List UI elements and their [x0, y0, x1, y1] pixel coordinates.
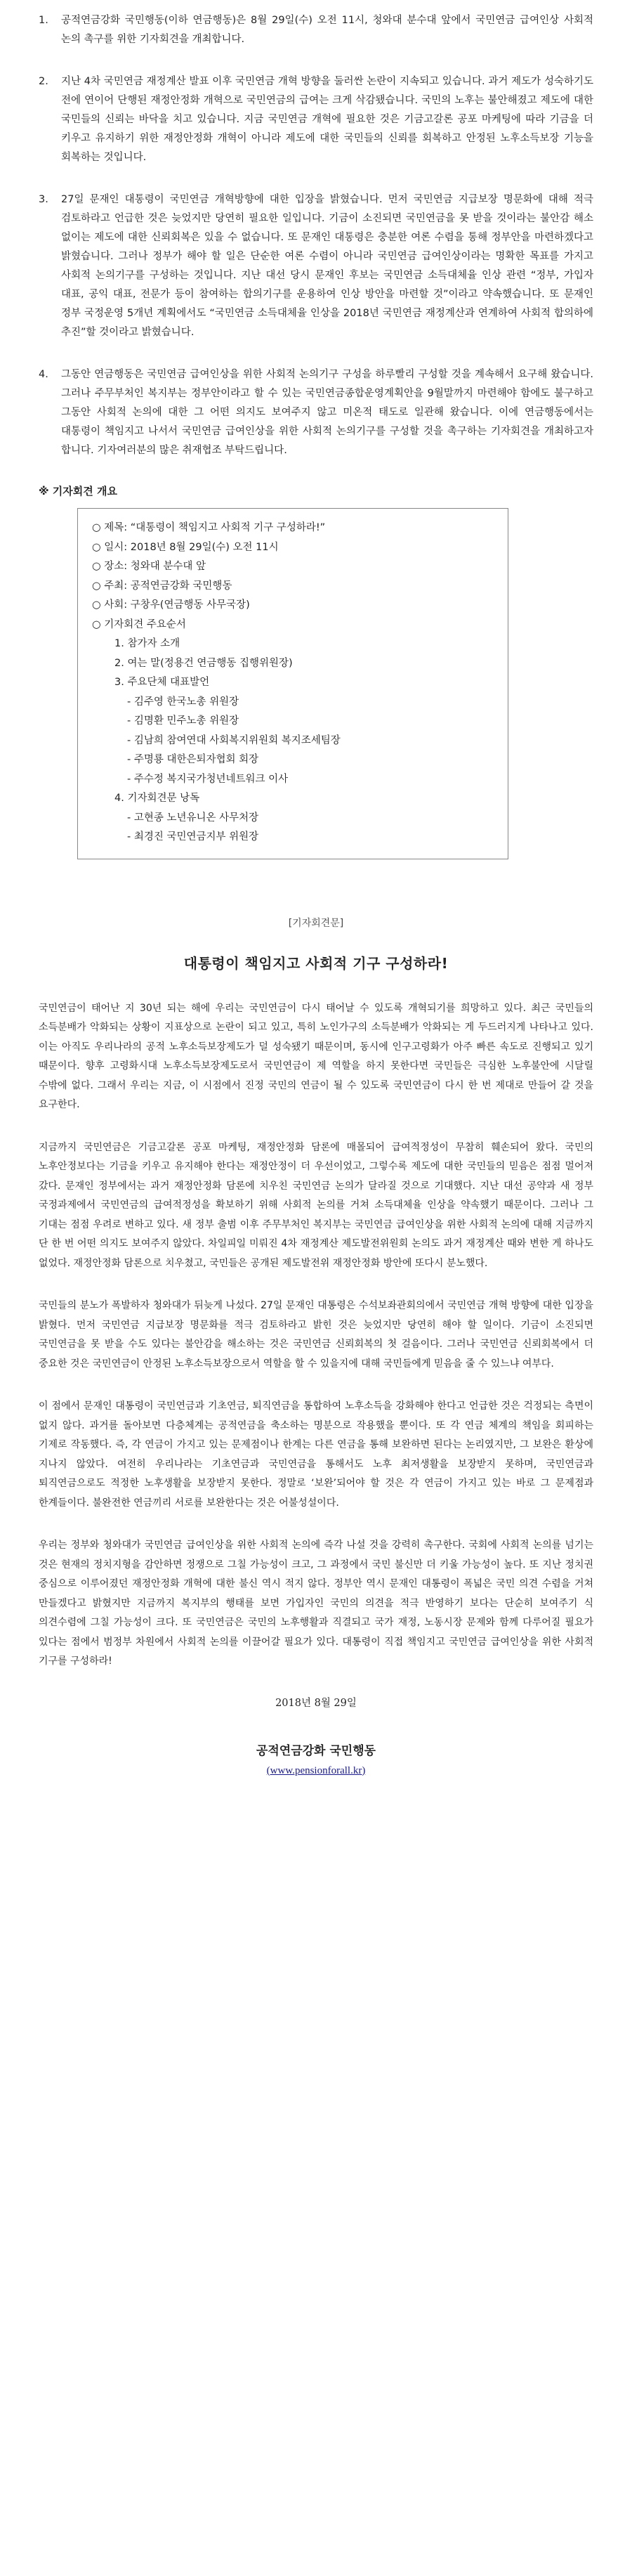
statement-date: 2018년 8월 29일: [275, 1697, 357, 1709]
overview-title-line: ○ 제목: “대통령이 책임지고 사회적 기구 구성하라!”: [92, 522, 326, 533]
press-notice-item: [39, 11, 593, 49]
statement-paragraph: 우리는 정부와 청와대가 국민연금 급여인상을 위한 사회적 논의에 즉각 나설 것을 강력히 촉구한다. 국회에 사회적 논의를 넘기는 것은 현재의 정치지형을 감안하면 정쟁으로 그칠 가능성이 크고, 그 과정에서 국민 불신만 더 키울 가능성이 높다. 또 지난 정치권 중심으로 이루어졌던 재정안정화 개혁에 대한 불신 역시 적지 않다. 정부안 역시 문재인 대통령이 폭넓은 국민 의견 수렴을 거쳐 만들겠다고 밝혔지만 지금까지 복지부의 행태를 보면 가입자인 국민의 의견을 적극 반영하기 보다는 단순히 보여주기 식 의견수렴에 그칠 가능성이 크다. 또 국민연금은 국민의 노후행활과 직결되고 국가 재정, 노동시장 문제와 함께 다루어질 필요가 있다는 점에서 범정부 차원에서 사회적 논의를 이끌어갈 필요가 있다. 대통령이 직접 책임지고 국민연금 급여인상을 위한 사회적 기구를 구성하라!: [39, 1540, 593, 1667]
organization-url-line: [39, 1765, 593, 1777]
item-text: 공적연금강화 국민행동(이하 연금행동)은 8월 29일(수) 오전 11시, 청와대 분수대 앞에서 국민연금 급여인상 사회적 논의 촉구를 위한 기자회견을 개최합니다.: [61, 15, 593, 45]
item-number: 2.: [39, 76, 48, 87]
item-number: 4.: [39, 369, 48, 380]
program-step: 2. 여는 말(정용건 연금행동 집행위원장): [114, 657, 293, 669]
program-step: 4. 기자회견문 낭독: [114, 793, 200, 804]
item-number: 3.: [39, 194, 48, 205]
program-speaker: - 고현종 노년유니온 사무처장: [127, 812, 259, 824]
item-text: 27일 문재인 대통령이 국민연금 개혁방향에 대한 입장을 밝혔습니다. 먼저 국민연금 지급보장 명문화에 대해 적극 검토하라고 언급한 것은 늦었지만 당연히 필요한 일입니다. 기금이 소진되면 국민연금을 못 받을 것이라는 불안감 해소 없이는 제도에 대한 신뢰회복은 있을 수 없습니다. 또 문재인 대통령은 충분한 여론 수렴을 통해 정부안을 마련하겠다고 밝혔습니다. 그러나 정부가 해야 할 일은 단순한 여론 수렴이 아니라 국민연금 급여인상이라는 명확한 목표를 가지고 사회적 논의기구를 구성하는 것입니다. 지난 대선 당시 문재인 후보는 국민연금 소득대체율 인상 관련 “정부, 가입자 대표, 공익 대표, 전문가 등이 참여하는 합의기구를 운용하여 인상 방안을 마련할 것”이라고 약속했습니다. 또 문재인 정부 국정운영 5개년 계획에서도 “국민연금 소득대체율 인상을 2018년 국민연금 재정계산과 연계하여 사회적 합의하에 추진”할 것이라고 밝혔습니다.: [61, 194, 593, 338]
program-speaker: - 김주영 한국노총 위원장: [127, 696, 239, 708]
press-notice-item: [39, 72, 593, 167]
program-speaker: - 주명룡 대한은퇴자협회 회장: [127, 754, 259, 765]
overview-date-line: ○ 일시: 2018년 8월 29일(수) 오전 11시: [92, 541, 279, 553]
overview-host-line: ○ 주최: 공적연금강화 국민행동: [92, 580, 232, 592]
press-notice-item: [39, 190, 593, 342]
statement-paragraph: 국민들의 분노가 폭발하자 청와대가 뒤늦게 나섰다. 27일 문재인 대통령은 수석보좌관회의에서 국민연금 개혁 방향에 대한 입장을 밝혔다. 먼저 국민연금 지급보장 명문화를 적극 검토하라고 밝힌 것은 늦었지만 당연히 해야 할 일이다. 기금이 소진되면 국민연금을 못 받을 수도 있다는 불안감을 해소하는 것은 국민연금 신뢰회복의 첫 걸음이다. 그러나 국민연금 신뢰회복에서 더 중요한 것은 국민연금이 안정된 노후소득보장으로서 역할을 할 수 있을지에 대해 국민들에게 믿음을 줄 수 있느냐 여부다.: [39, 1300, 593, 1370]
program-speaker: - 최경진 국민연금지부 위원장: [127, 831, 259, 843]
overview-heading: ※ 기자회견 개요: [39, 485, 117, 497]
statement-paragraph: 지금까지 국민연금은 기금고갈론 공포 마케팅, 재정안정화 담론에 매몰되어 급여적정성이 무참히 훼손되어 왔다. 국민의 노후안정보다는 기금을 키우고 유지해야 한다는 재정안정이 더 우선이었고, 그렇수록 제도에 대한 국민들의 믿음은 점점 멀어져 갔다. 문재인 정부에서는 과거 재정안정화 담론에 치우친 국민연금 논의가 달라질 것으로 기대했다. 지난 대선 공약과 새 정부 국정과제에서 국민연금의 급여적정성을 확보하기 위해 사회적 논의를 거쳐 소득대체율 인상을 약속했기 때문이다. 그러나 그 기대는 점점 우려로 변하고 있다. 새 정부 출범 이후 주무부처인 복지부는 국민연금 급여인상을 위한 사회적 논의에 대해 지금까지 단 한 번 어떤 의지도 보여주지 않았다. 차일피일 미뤄진 4차 재정계산 제도발전위원회 논의도 과거 재정계산 때와 변한 게 하나도 없었다. 재정안정화 담론으로 치우쳤고, 국민들은 공개된 제도발전위 재정안정화 방안에 또다시 분노했다.: [39, 1141, 593, 1269]
overview-mc-line: ○ 사회: 구창우(연금행동 사무국장): [92, 599, 250, 611]
program-speaker: - 김남희 참여연대 사회복지위원회 복지조세팀장: [127, 734, 341, 746]
statement-tag: [기자회견문]: [288, 917, 344, 929]
program-step: 3. 주요단체 대표발언: [114, 677, 210, 688]
program-speaker: - 김명환 민주노총 위원장: [127, 715, 239, 727]
statement-paragraph: 국민연금이 태어난 지 30년 되는 해에 우리는 국민연금이 다시 태어날 수 있도록 개혁되기를 희망하고 있다. 최근 국민들의 소득분배가 악화되는 상황이 지표상으로 논란이 되고 있고, 특히 노인가구의 소득분배가 악화되는 게 두드러지게 나타나고 있다. 이는 아직도 우리나라의 공적 노후소득보장제도가 덜 성숙됐기 때문이며, 동시에 인구고령화가 아주 빠른 속도로 진행되고 있기 때문이다. 향후 고령화시대 노후소득보장제도로서 국민연금이 제 역할을 하지 못한다면 국민들은 극심한 노후불안에 시달릴 수밖에 없다. 그래서 우리는 지금, 이 시점에서 진정 국민의 연금이 될 수 있도록 국민연금이 다시 한 번 제대로 만들어 갈 것을 요구한다.: [39, 1002, 593, 1110]
overview-program-line: ○ 기자회견 주요순서: [92, 618, 186, 630]
organization-url-link[interactable]: (www.pensionforall.kr): [266, 1764, 366, 1776]
overview-place-line: ○ 장소: 청와대 분수대 앞: [92, 561, 206, 572]
program-list: [92, 635, 494, 847]
item-number: 1.: [39, 15, 48, 26]
overview-box: [77, 508, 508, 859]
statement-title: 대통령이 책임지고 사회적 기구 구성하라!: [183, 954, 449, 972]
program-speaker: - 주수정 복지국가청년네트워크 이사: [127, 773, 289, 785]
statement-paragraph: 이 점에서 문재인 대통령이 국민연금과 기초연금, 퇴직연금을 통합하여 노후소득을 강화해야 한다고 언급한 것은 걱정되는 측면이 없지 않다. 과거를 돌아보면 다층체계는 공적연금을 축소하는 명분으로 작용했을 뿐이다. 또 각 연금 체계의 책임을 회피하는 기제로 작동했다. 즉, 각 연금이 가지고 있는 문제점이나 한계는 다른 연금을 통해 보완하면 된다는 논리였지만, 그 보완은 환상에 지나지 않았다. 여전히 우리나라는 기초연금과 국민연금을 통해서도 노후 최저생활을 보장받지 못하며, 국민연금과 퇴직연금으로도 적정한 노후생활을 보장받지 못한다. 정말로 ‘보완’되어야 할 것은 각 연금이 가지고 있는 바로 그 문제점과 한계들이다. 불완전한 연금끼리 서로를 보완한다는 것은 어불성설이다.: [39, 1400, 593, 1509]
item-text: 그동안 연금행동은 국민연금 급여인상을 위한 사회적 논의기구 구성을 하루빨리 구성할 것을 계속해서 요구해 왔습니다. 그러나 주무부처인 복지부는 정부안이라고 할 수 있는 국민연금종합운영계획안을 9월말까지 마련해야 함에도 불구하고 그동안 사회적 논의에 대한 그 어떤 의지도 보여주지 않고 미온적 태도로 일관해 왔습니다. 이에 연금행동에서는 대통령이 책임지고 나서서 국민연금 급여인상을 위한 사회적 논의기구를 구성할 것을 촉구하는 기자회견을 개최하고자 합니다. 기자여러분의 많은 취재협조 부탁드립니다.: [61, 369, 593, 456]
press-notice-list: [39, 11, 593, 460]
press-notice-item: [39, 365, 593, 460]
program-step: 1. 참가자 소개: [114, 638, 180, 649]
item-text: 지난 4차 국민연금 재정계산 발표 이후 국민연금 개혁 방향을 둘러싼 논란이 지속되고 있습니다. 과거 제도가 성숙하기도 전에 연이어 단행된 재정안정화 개혁으로 국민연금의 급여는 크게 삭감됐습니다. 국민의 노후는 불안해졌고 제도에 대한 국민들의 신뢰는 바닥을 치고 있습니다. 지금 국민연금 개혁에 필요한 것은 기금고갈론 공포 마케팅에 따라 기금을 더 키우고 유지하기 위한 재정안정화 개혁이 아니라 제도에 대한 국민들의 신뢰를 회복하고 안정된 노후소득보장 기능을 회복하는 것입니다.: [61, 76, 593, 163]
organization-name: 공적연금강화 국민행동: [256, 1743, 376, 1758]
statement-body: [39, 999, 593, 1672]
